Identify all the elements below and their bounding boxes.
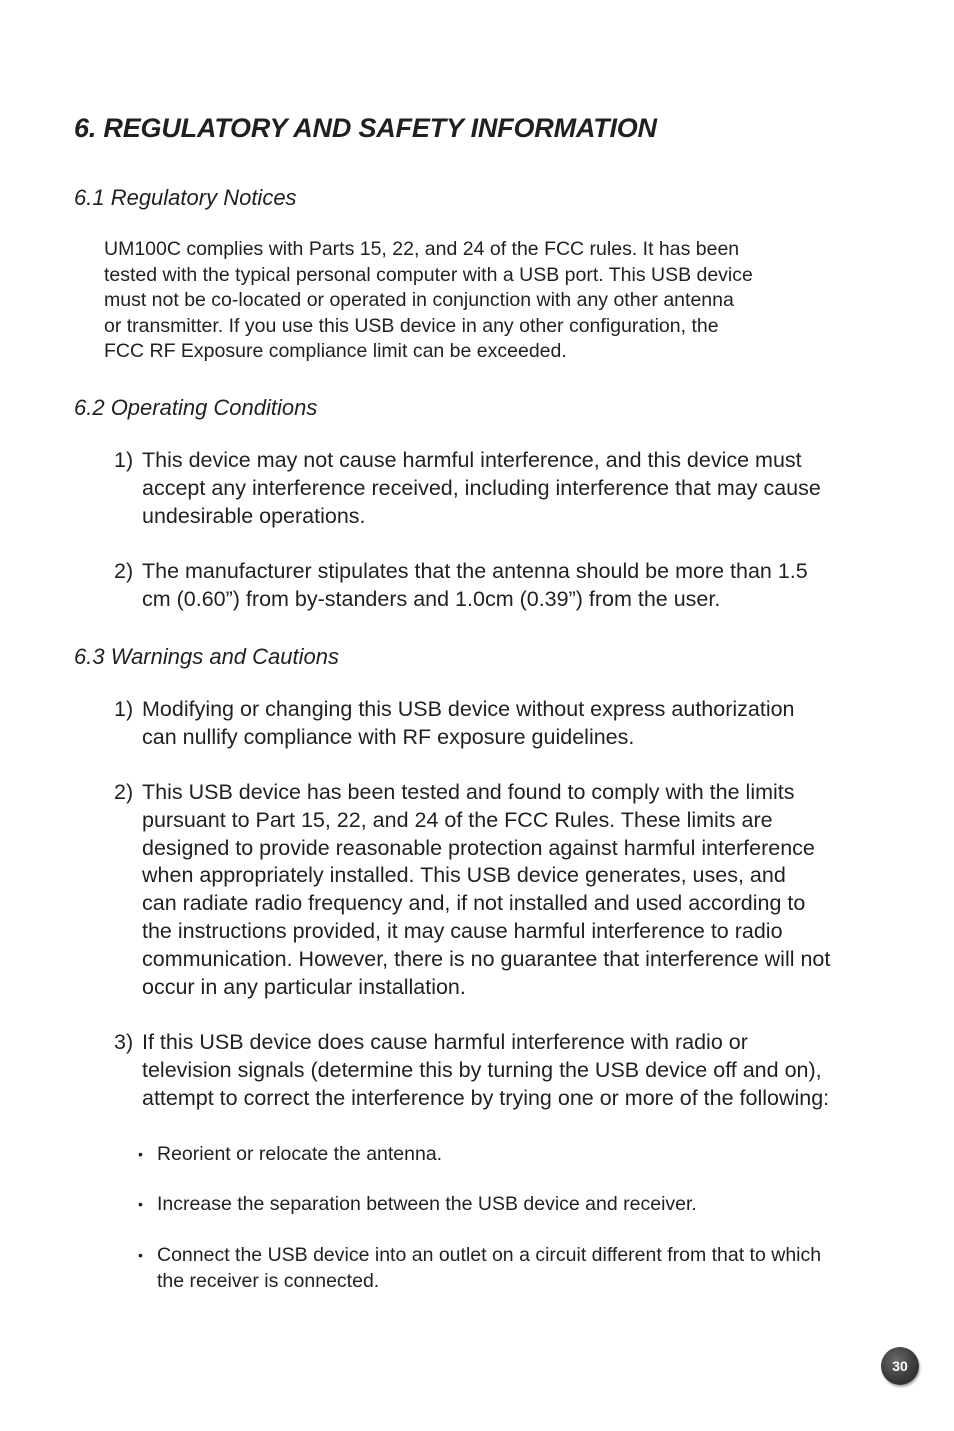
item-line: attempt to correct the interference by trying one or more of the following: <box>142 1085 830 1110</box>
operating-condition-item <box>114 447 894 530</box>
item-line: television signals (determine this by turning the USB device off and on), <box>142 1057 822 1082</box>
paragraph-line: or transmitter. If you use this USB device in any other configuration, the <box>104 314 719 337</box>
item-line: can nullify compliance with RF exposure guidelines. <box>142 724 635 749</box>
item-line: This USB device has been tested and found to comply with the limits <box>142 780 795 804</box>
item-line: when appropriately installed. This USB device generates, uses, and <box>142 863 786 888</box>
bullet-line: Connect the USB device into an outlet on a circuit different from that to which <box>157 1244 822 1266</box>
bullet-line: the receiver is connected. <box>157 1270 380 1292</box>
item-number: 1) <box>114 448 134 472</box>
item-line: Modifying or changing this USB device without express authorization <box>142 697 795 721</box>
item-line: If this USB device does cause harmful interference with radio or <box>142 1030 748 1054</box>
item-line: accept any interference received, including interference that may cause <box>142 475 821 500</box>
item-line: cm (0.60”) from by-standers and 1.0cm (0.39”) from the user. <box>142 586 721 611</box>
page-number-badge: 30 <box>881 1347 919 1385</box>
item-line: pursuant to Part 15, 22, and 24 of the FCC Rules. These limits are <box>142 807 773 832</box>
bullet-line: Increase the separation between the USB device and receiver. <box>157 1193 697 1215</box>
item-line: can radiate radio frequency and, if not installed and used according to <box>142 891 806 916</box>
warning-item <box>114 696 894 752</box>
page-title: 6. REGULATORY AND SAFETY INFORMATION <box>74 113 657 143</box>
item-number: 2) <box>114 780 134 804</box>
bullet-dot: • <box>138 1196 143 1212</box>
item-line: undesirable operations. <box>142 503 366 528</box>
paragraph-line: must not be co-located or operated in conjunction with any other antenna <box>104 289 734 311</box>
item-line: designed to provide reasonable protection against harmful interference <box>142 835 815 860</box>
item-number: 2) <box>114 559 134 583</box>
bullet-dot: • <box>138 1146 143 1162</box>
remedy-bullet-item <box>138 1141 898 1167</box>
item-number: 3) <box>114 1030 134 1054</box>
item-line: The manufacturer stipulates that the antenna should be more than 1.5 <box>142 559 808 583</box>
operating-condition-item <box>114 558 894 614</box>
item-line: occur in any particular installation. <box>142 974 466 999</box>
item-line: This device may not cause harmful interference, and this device must <box>142 448 802 472</box>
remedy-bullet-item <box>138 1191 898 1217</box>
section-heading-operating-conditions: 6.2 Operating Conditions <box>74 395 318 420</box>
warning-item <box>114 779 894 1001</box>
section-heading-warnings-and-cautions: 6.3 Warnings and Cautions <box>74 644 339 669</box>
item-line: communication. However, there is no guarantee that interference will not <box>142 946 831 971</box>
item-number: 1) <box>114 697 134 721</box>
section-heading-regulatory-notices: 6.1 Regulatory Notices <box>74 185 297 210</box>
paragraph-line: FCC RF Exposure compliance limit can be exceeded. <box>104 340 567 362</box>
item-line: the instructions provided, it may cause harmful interference to radio <box>142 918 783 943</box>
paragraph-line: UM100C complies with Parts 15, 22, and 24 of the FCC rules. It has been <box>104 238 740 260</box>
bullet-line: Reorient or relocate the antenna. <box>157 1143 443 1165</box>
warning-item <box>114 1029 894 1112</box>
paragraph-line: tested with the typical personal computer with a USB port. This USB device <box>104 263 753 286</box>
regulatory-notice-paragraph <box>104 237 834 365</box>
remedy-bullet-item <box>138 1242 898 1294</box>
bullet-dot: • <box>138 1247 143 1263</box>
